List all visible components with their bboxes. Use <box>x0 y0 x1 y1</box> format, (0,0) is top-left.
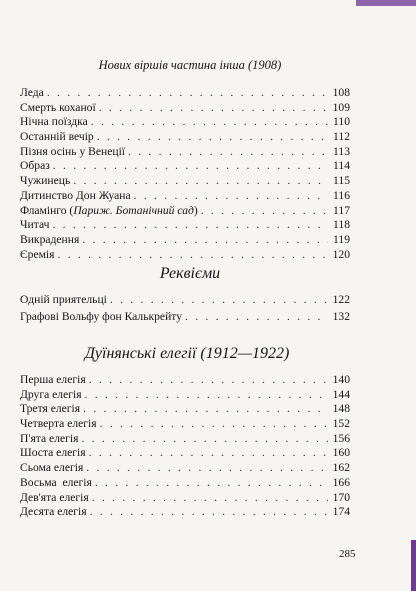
toc-entry[interactable] <box>20 402 350 417</box>
entry-title: Перша елегія <box>20 373 86 386</box>
dot-leader <box>89 373 328 388</box>
dot-leader <box>53 159 328 174</box>
toc-entry[interactable] <box>20 159 350 174</box>
entry-title-end: ) <box>193 203 198 217</box>
toc-entry[interactable] <box>20 86 350 101</box>
toc-list <box>20 291 350 325</box>
entry-title: Нічна поїздка <box>20 115 88 129</box>
entry-page-number: 120 <box>332 247 350 261</box>
entry-title: Пізня осінь у Венеції <box>20 144 126 158</box>
toc-entry[interactable] <box>20 189 350 204</box>
entry-page-number: 108 <box>332 86 350 99</box>
dot-leader <box>201 204 328 219</box>
entry-page-number: 110 <box>333 115 350 129</box>
entry-page-number: 148 <box>332 402 350 416</box>
entry-title: Смерть коханої <box>20 100 96 114</box>
entry-title: Восьма елегія <box>20 475 92 489</box>
entry-page-number: 117 <box>333 203 350 217</box>
entry-title-italic: Париж. Ботанічний сад <box>73 203 194 217</box>
toc-entry[interactable] <box>20 145 350 160</box>
entry-title: Третя елегія <box>20 402 81 416</box>
toc-entry[interactable] <box>20 248 350 263</box>
entry-title: Єремія <box>20 247 55 261</box>
entry-title: Одній приятельці <box>20 293 107 306</box>
toc-list <box>20 86 350 262</box>
entry-page-number: 140 <box>332 373 350 386</box>
toc-entry[interactable] <box>20 130 350 145</box>
entry-page-number: 118 <box>333 218 350 232</box>
dot-leader <box>91 115 328 130</box>
entry-title: Дев'ята елегія <box>20 490 89 504</box>
entry-title: Читач <box>20 218 50 232</box>
entry-title: Друга елегія <box>20 387 82 401</box>
entry-page-number: 132 <box>332 310 350 323</box>
entry-page-number: 160 <box>332 446 350 460</box>
section-title: Нових віршів частина інша (1908) <box>98 58 282 72</box>
page-edge-mark-side <box>411 540 416 591</box>
dot-leader <box>185 308 328 325</box>
entry-title: Останній вечір <box>20 130 94 144</box>
dot-leader <box>97 130 328 145</box>
toc-list <box>20 373 350 520</box>
entry-page-number: 144 <box>332 387 350 401</box>
dot-leader <box>52 218 328 233</box>
dot-leader <box>110 291 328 308</box>
dot-leader <box>73 174 328 189</box>
section-title: Дуїнянські елегії (1912—1922) <box>84 345 290 362</box>
entry-page-number: 113 <box>333 144 350 158</box>
entry-title: Десята елегія <box>20 505 87 519</box>
page-number: 285 <box>339 548 356 560</box>
toc-entry[interactable] <box>20 432 350 447</box>
entry-page-number: 119 <box>333 232 350 246</box>
toc-entry[interactable] <box>20 218 350 233</box>
dot-leader <box>100 417 328 432</box>
entry-page-number: 166 <box>332 475 350 489</box>
toc-section-new-poems <box>20 58 350 262</box>
toc-entry[interactable] <box>20 115 350 130</box>
entry-page-number: 152 <box>332 417 350 431</box>
toc-entry[interactable] <box>20 417 350 432</box>
toc-entry[interactable] <box>20 291 350 308</box>
toc-section-requiems <box>20 265 350 325</box>
dot-leader <box>134 189 328 204</box>
dot-leader <box>128 145 328 160</box>
dot-leader <box>85 388 328 403</box>
dot-leader <box>58 248 329 263</box>
dot-leader <box>83 402 328 417</box>
dot-leader <box>47 86 328 101</box>
toc-entry[interactable] <box>20 174 350 189</box>
entry-page-number: 122 <box>332 293 350 306</box>
toc-entry[interactable] <box>20 461 350 476</box>
toc-entry[interactable] <box>20 491 350 506</box>
entry-title: Чужинець <box>20 174 71 188</box>
toc-entry[interactable] <box>20 373 350 388</box>
entry-page-number: 109 <box>332 100 350 114</box>
entry-title: Дитинство Дон Жуана <box>20 188 131 202</box>
entry-title: Графові Вольфу фон Калькрейту <box>20 310 182 323</box>
dot-leader <box>81 432 328 447</box>
entry-title <box>20 204 198 219</box>
dot-leader <box>86 461 328 476</box>
dot-leader <box>99 101 328 116</box>
toc-entry[interactable] <box>20 476 350 491</box>
entry-page-number: 116 <box>333 188 350 202</box>
toc-section-duino-elegies <box>20 345 350 520</box>
toc-entry[interactable] <box>20 233 350 248</box>
dot-leader <box>92 491 328 506</box>
entry-page-number: 156 <box>332 431 350 445</box>
toc-entry[interactable] <box>20 388 350 403</box>
entry-title: Четверта елегія <box>20 417 97 431</box>
section-title: Реквієми <box>159 265 221 282</box>
dot-leader <box>89 446 328 461</box>
entry-title: П'ята елегія <box>20 431 79 445</box>
entry-page-number: 174 <box>332 505 350 519</box>
entry-page-number: 170 <box>332 490 350 504</box>
toc-entry[interactable] <box>20 505 350 520</box>
entry-page-number: 114 <box>333 159 350 173</box>
entry-title: Сьома елегія <box>20 461 84 475</box>
entry-title: Леда <box>20 86 44 99</box>
toc-entry[interactable] <box>20 101 350 116</box>
dot-leader <box>90 505 328 520</box>
dot-leader <box>82 233 328 248</box>
entry-page-number: 162 <box>332 461 350 475</box>
entry-page-number: 115 <box>333 174 350 188</box>
toc-entry[interactable] <box>20 204 350 219</box>
entry-title: Викрадення <box>20 232 80 246</box>
entry-title-start: Фламінго ( <box>20 203 74 217</box>
toc-entry[interactable] <box>20 446 350 461</box>
entry-title: Шоста елегія <box>20 446 86 460</box>
entry-page-number: 112 <box>333 130 350 144</box>
toc-entry[interactable] <box>20 308 350 325</box>
entry-title: Образ <box>20 159 50 173</box>
dot-leader <box>95 476 328 491</box>
page-edge-mark-top <box>356 0 416 6</box>
